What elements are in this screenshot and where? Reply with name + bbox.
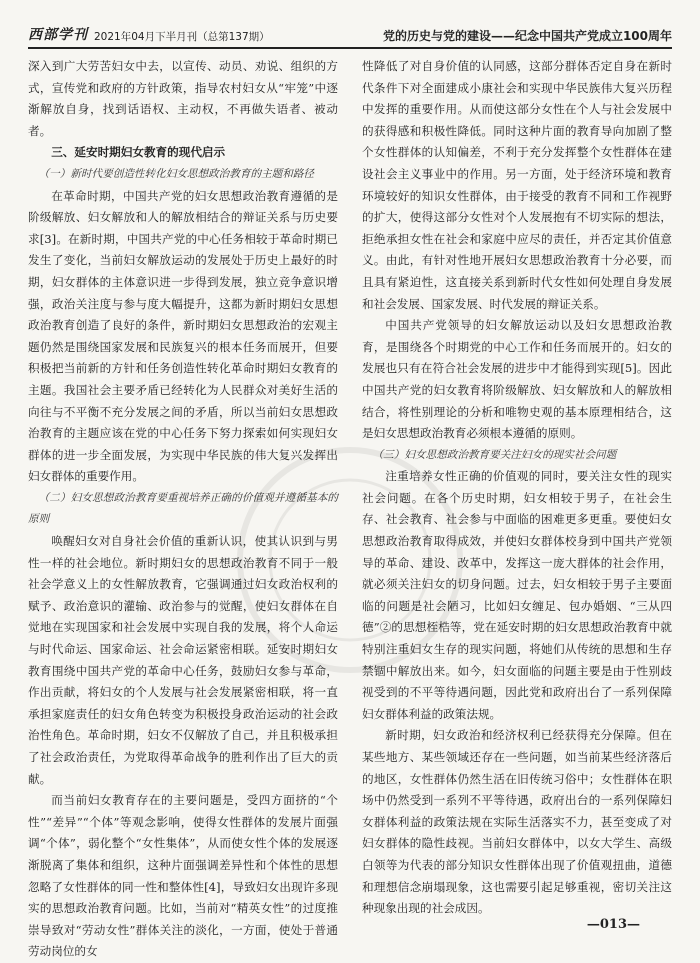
paragraph: 新时期，妇女政治和经济权利已经获得充分保障。但在某些地方、某些领域还存在一些问题，如当前某些经济落后的地区，女性群体仍然生活在旧传统习俗中；女性群体在职场中仍然受到一系列不平等待遇，政府出台的一系列保障妇女群体利益的政策法规在实际生活落实不力，甚至变成了对妇女群体的隐性歧视。当前妇女群体中，以女大学生、高级白领等为代表的部分知识女性群体出现了价值观扭曲，道德和理想信念崩塌现象，这也需要引起足够重视，密切关注这种现象出现的社会成因。 — [362, 728, 672, 916]
section-heading: 三、延安时期妇女教育的现代启示 — [51, 145, 226, 160]
page-number: —013— — [586, 917, 640, 932]
issue-info: 2021年04月下半月刊（总第137期） — [94, 31, 270, 43]
paragraph: 性降低了对自身价值的认同感，这部分群体否定自身在新时代条件下对全面建成小康社会和实现中华民族伟大复兴历程中发挥的重要作用。从而使这部分女性在个人与社会发展中的获得感和积极性降低。同时这种片面的教育导向加剧了整个女性群体的认知偏差，不利于充分发挥整个女性群体在建设社会主义事业中的作用。另一方面，处于经济环境和教育环境较好的知识女性群体，由于接受的教育不同和工作视野的扩大，使得这部分女性对个人发展抱有不切实际的想法，拒绝承担女性在社会和家庭中应尽的责任，并否定其价值意义。由此，有针对性地开展妇女思想政治教育十分必要，而且具有紧迫性，这直接关系到新时代女性如何处理自身发展和社会发展、国家发展、时代发展的辩证关系。 — [362, 59, 672, 311]
section-title: 党的历史与党的建设——纪念中国共产党成立100周年 — [382, 29, 672, 43]
watermark-icon — [230, 440, 470, 680]
subsection-heading: （一）新时代要创造性转化妇女思想政治教育的主题和路径 — [38, 167, 315, 180]
paragraph: 而当前妇女教育存在的主要问题是，受四方面挤的“个性”“差异”“个体”等观念影响，使得女性群体的发展片面强调“个体”，弱化整个“女性集体”，从而使女性个体的发展逐渐脱离了集体和组织，这种片面强调差异性和个体性的思想忽略了女性群体的同一性和整体性[4]，导致妇女出现许多现实的思想政治教育问题。比如，当前对“精英女性”的过度推崇导致对“劳动女性”群体关注的淡化，一方面，使处于普通劳动岗位的女 — [28, 793, 338, 959]
subsection-heading: （三）妇女思想政治教育要关注妇女的现实社会问题 — [372, 448, 617, 461]
paragraph: 中国共产党领导的妇女解放运动以及妇女思想政治教育，是围绕各个时期党的中心工作和任务而展开的。妇女的发展也只有在符合社会发展的进步中才能得到实现[5]。因此中国共产党的妇女教育将阶级解放、妇女解放和人的解放相结合，将性别理论的分析和唯物史观的基本原理相结合，这是妇女思想政治教育必须根本遵循的原则。 — [362, 318, 672, 441]
paragraph: 在革命时期，中国共产党的妇女思想政治教育遵循的是阶级解放、妇女解放和人的解放相结合的辩证关系与历史要求[3]。在新时期，中国共产党的中心任务相较于革命时期已发生了变化，当前妇女解放运动的发展处于历史上最好的时期，妇女群体的主体意识进一步得到发展，独立竞争意识增强，政治关注度与参与度大幅提升，这都为新时期妇女思想政治教育创造了良好的条件，新时期妇女思想政治的宏观主题仍然是围绕国家发展和民族复兴的根本任务而展开，但要积极把当前新的方针和任务创造性转化革命时期妇女教育的主题。我国社会主要矛盾已经转化为人民群众对美好生活的向往与不平衡不充分发展之间的矛盾，所以当前妇女思想政治教育的主题应该在党的中心任务下努力探索如何实现妇女群体的进一步全面发展，为实现中华民族的伟大复兴发挥出妇女群体的重要作用。 — [28, 188, 338, 484]
subsection-heading: （二）妇女思想政治教育要重视培养正确的价值观并遵循基本的原则 — [28, 491, 338, 526]
paragraph: 注重培养女性正确的价值观的同时，要关注女性的现实社会问题。在各个历史时期，妇女相较于男子，在社会生存、社会教育、社会参与中面临的困难更多更重。要使妇女思想政治教育取得成效，并使妇女群体校身到中国共产党领导的革命、建设、改革中，发挥这一庞大群体的社会作用，就必须关注妇女的切身问题。过去，妇女相较于男子主要面临的问题是社会陋习，比如妇女缠足、包办婚姻、“三从四德”②的思想桎梏等，党在延安时期的妇女思想政治教育中就特别注重妇女生存的现实问题，将她们从传统的思想和生存禁锢中解放出来。如今，妇女面临的问题主要是由于性别歧视受到的不平等待遇问题，因此党和政府出台了一系列保障妇女群体利益的政策法规。 — [362, 469, 672, 721]
header-left — [28, 24, 270, 44]
running-header — [28, 22, 672, 49]
paragraph: 深入到广大劳苦妇女中去，以宣传、动员、劝说、组织的方式，宣传党和政府的方针政策，指导农村妇女从“牢笼”中逐渐解放自身，找到话语权、主动权，不再做失语者、被动者。 — [28, 59, 338, 138]
journal-logo: 西部学刊 — [28, 27, 88, 43]
paragraph: 唤醒妇女对自身社会价值的重新认识，使其认识到与男性一样的社会地位。新时期妇女的思想政治教育不同于一般社会学意义上的女性解放教育，它强调通过妇女政治权利的赋予、政治意识的灌输、政治参与的觉醒，使妇女群体在自觉地在实现国家和社会发展中实现自我的发展，将个人命运与时代命运、国家命运、社会命运紧密相联。延安时期妇女教育围绕中国共产党的革命中心任务，鼓励妇女参与革命，作出贡献，将妇女的个人发展与社会发展紧密相联，将一直承担家庭责任的妇女角色转变为积极投身政治运动的社会政治性角色。革命时期，妇女不仅解放了自己，并且积极承担了社会政治责任，为党取得革命战争的胜利作出了巨大的贡献。 — [28, 534, 338, 786]
